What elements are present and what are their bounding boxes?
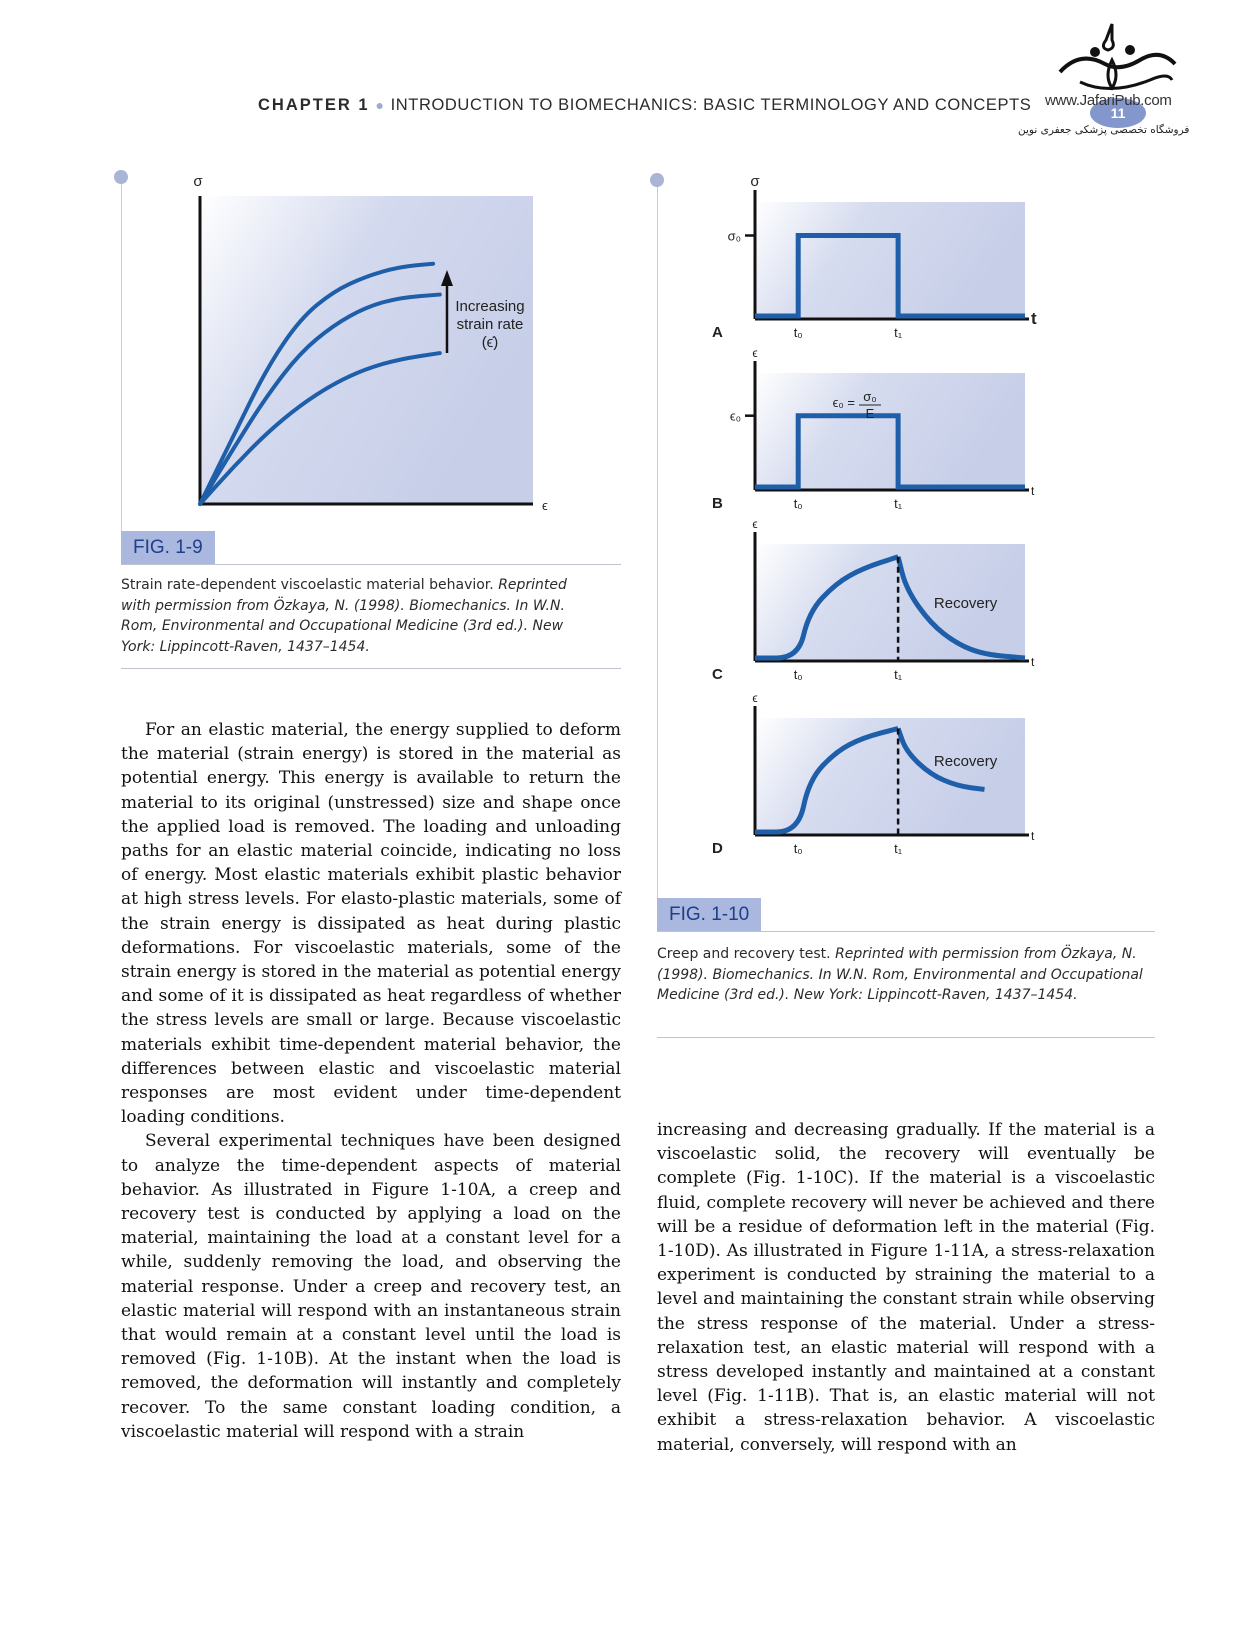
panel-A bbox=[712, 173, 1037, 341]
publisher-watermark bbox=[1018, 20, 1210, 145]
caption-title: Creep and recovery test. bbox=[657, 946, 836, 962]
panel-letter: A bbox=[712, 324, 723, 341]
page-number: 11 bbox=[1090, 98, 1146, 128]
level-label: σ₀ bbox=[727, 228, 741, 244]
figure-bullet-icon bbox=[114, 170, 128, 184]
panel-letter: B bbox=[712, 495, 723, 512]
panel-background bbox=[755, 718, 1025, 835]
chapter-number: CHAPTER 1 bbox=[258, 96, 370, 114]
t-axis-label: t bbox=[1031, 309, 1037, 328]
y-axis-label: ϵ bbox=[752, 691, 758, 705]
panel-letter: C bbox=[712, 666, 723, 683]
level-label: ϵ₀ bbox=[729, 408, 741, 424]
equation-lhs: ϵ₀ = bbox=[832, 395, 855, 410]
figure-1-9-caption bbox=[121, 575, 601, 657]
t0-tick-label: t₀ bbox=[793, 841, 803, 856]
t-axis-label: t bbox=[1031, 829, 1035, 843]
watermark-url: www.JafariPub.com bbox=[1045, 92, 1172, 109]
t1-tick-label: t₁ bbox=[894, 667, 903, 682]
paragraph: Several experimental techniques have been designed to analyze the time-dependent aspects of material behavior. As illustrated in Figure 1-10A, a creep and recovery test is conducted by applying a load on the material, maintaining the load at a constant level for a while, suddenly removing the load, and observing the material response. Under a creep and recovery test, an elastic material will respond with an instantaneous strain that would remain at a constant level until the load is removed (Fig. 1-10B). At the instant when the load is removed, the deformation will instantly and completely recover. To the same constant loading condition, a viscoelastic material will respond with a strain bbox=[121, 1131, 621, 1442]
paragraph: For an elastic material, the energy supplied to deform the material (strain energy) is stored in the material as potential energy. This energy is available to return the material to its original (unstressed) size and shape once the applied load is removed. The loading and unloading paths for an elastic material coincide, indicating no loss of energy. Most elastic materials exhibit plastic behavior at high stress levels. For elasto-plastic materials, some of the strain energy is dissipated as heat during plastic deformations. For viscoelastic materials, some of the strain energy is stored in the material as potential energy and some of it is dissipated as heat regardless of whether the stress levels are small or large. Because viscoelastic materials exhibit time-dependent material behavior, the differences between elastic and viscoelastic material responses are most evident under time-dependent loading conditions. bbox=[121, 720, 621, 1128]
y-axis-label: ϵ bbox=[752, 517, 758, 531]
figure-1-9-label: FIG. 1-9 bbox=[121, 531, 215, 564]
caption-credit: Reprinted with permission from Özkaya, N. (1998). Biomechanics. In W.N. Rom, Environmental and Occupational Medicine (3rd ed.). New York: Lippincott-Raven, 1437–1454. bbox=[121, 577, 567, 655]
caption-divider bbox=[657, 1037, 1155, 1038]
paragraph: increasing and decreasing gradually. If the material is a viscoelastic solid, the recovery will eventually be complete (Fig. 1-10C). If the material is a viscoelastic fluid, complete recovery will never be achieved and there will be a residue of deformation left in the material (Fig. 1-10D). As illustrated in Figure 1-11A, a stress-relaxation experiment is conducted by straining the material to a level and maintaining the constant strain while observing the stress response of the material. Under a stress-relaxation test, an elastic material will respond with a stress developed instantly and maintained at a constant level (Fig. 1-11B). That is, an elastic material will not exhibit a stress-relaxation behavior. A viscoelastic material, conversely, will respond with an bbox=[657, 1120, 1155, 1455]
figure-1-10-chart bbox=[710, 170, 1160, 890]
y-axis-label: ϵ bbox=[752, 346, 758, 360]
panel-C bbox=[712, 517, 1035, 683]
t-axis-label: t bbox=[1031, 655, 1035, 669]
t0-tick-label: t₀ bbox=[793, 667, 803, 682]
t1-tick-label: t₁ bbox=[894, 496, 903, 511]
t-axis-label: t bbox=[1031, 484, 1035, 498]
figure-bullet-icon bbox=[650, 173, 664, 187]
recovery-label: Recovery bbox=[933, 753, 998, 770]
annotation-line-1: Increasing bbox=[455, 298, 525, 315]
panel-B bbox=[712, 346, 1035, 512]
caption-divider bbox=[121, 668, 621, 669]
body-left-column bbox=[121, 718, 621, 1444]
figure-divider bbox=[121, 564, 621, 565]
caption-credit: Reprinted with permission from Özkaya, N. (1998). Biomechanics. In W.N. Rom, Environmental and Occupational Medicine (3rd ed.). New York: Lippincott-Raven, 1437–1454. bbox=[657, 946, 1143, 1003]
figure-divider bbox=[657, 931, 1155, 932]
figure-1-9 bbox=[121, 178, 122, 562]
body-right-column bbox=[657, 1118, 1155, 1457]
panel-letter: D bbox=[712, 840, 723, 857]
panel-D bbox=[712, 691, 1035, 857]
figure-1-10-label: FIG. 1-10 bbox=[657, 898, 761, 931]
equation-numerator: σ₀ bbox=[863, 389, 877, 404]
t0-tick-label: t₀ bbox=[793, 325, 803, 340]
y-axis-label: σ bbox=[750, 173, 760, 190]
equation-denominator: E bbox=[865, 406, 875, 421]
panel-background bbox=[755, 202, 1025, 319]
running-header bbox=[258, 96, 1031, 115]
annotation-line-2: strain rate bbox=[456, 316, 524, 333]
t1-tick-label: t₁ bbox=[894, 325, 903, 340]
figure-1-9-chart bbox=[160, 170, 620, 510]
y-axis-label: σ bbox=[193, 173, 203, 190]
chapter-title: INTRODUCTION TO BIOMECHANICS: BASIC TERMINOLOGY AND CONCEPTS bbox=[390, 96, 1032, 114]
bullet-separator: ● bbox=[375, 97, 385, 113]
panel-background bbox=[755, 373, 1025, 490]
annotation-line-3: (ϵ̇) bbox=[481, 334, 499, 351]
x-axis-label: ϵ bbox=[542, 498, 548, 510]
recovery-label: Recovery bbox=[933, 595, 998, 612]
calligraphy-logo-icon bbox=[1050, 20, 1180, 100]
watermark-persian-text: فروشگاه تخصصی پزشکی جعفری نوین bbox=[1018, 124, 1190, 136]
figure-1-10-caption bbox=[657, 944, 1147, 1006]
t1-tick-label: t₁ bbox=[894, 841, 903, 856]
t0-tick-label: t₀ bbox=[793, 496, 803, 511]
caption-title: Strain rate-dependent viscoelastic material behavior. bbox=[121, 577, 499, 593]
figure-1-10 bbox=[657, 181, 658, 930]
